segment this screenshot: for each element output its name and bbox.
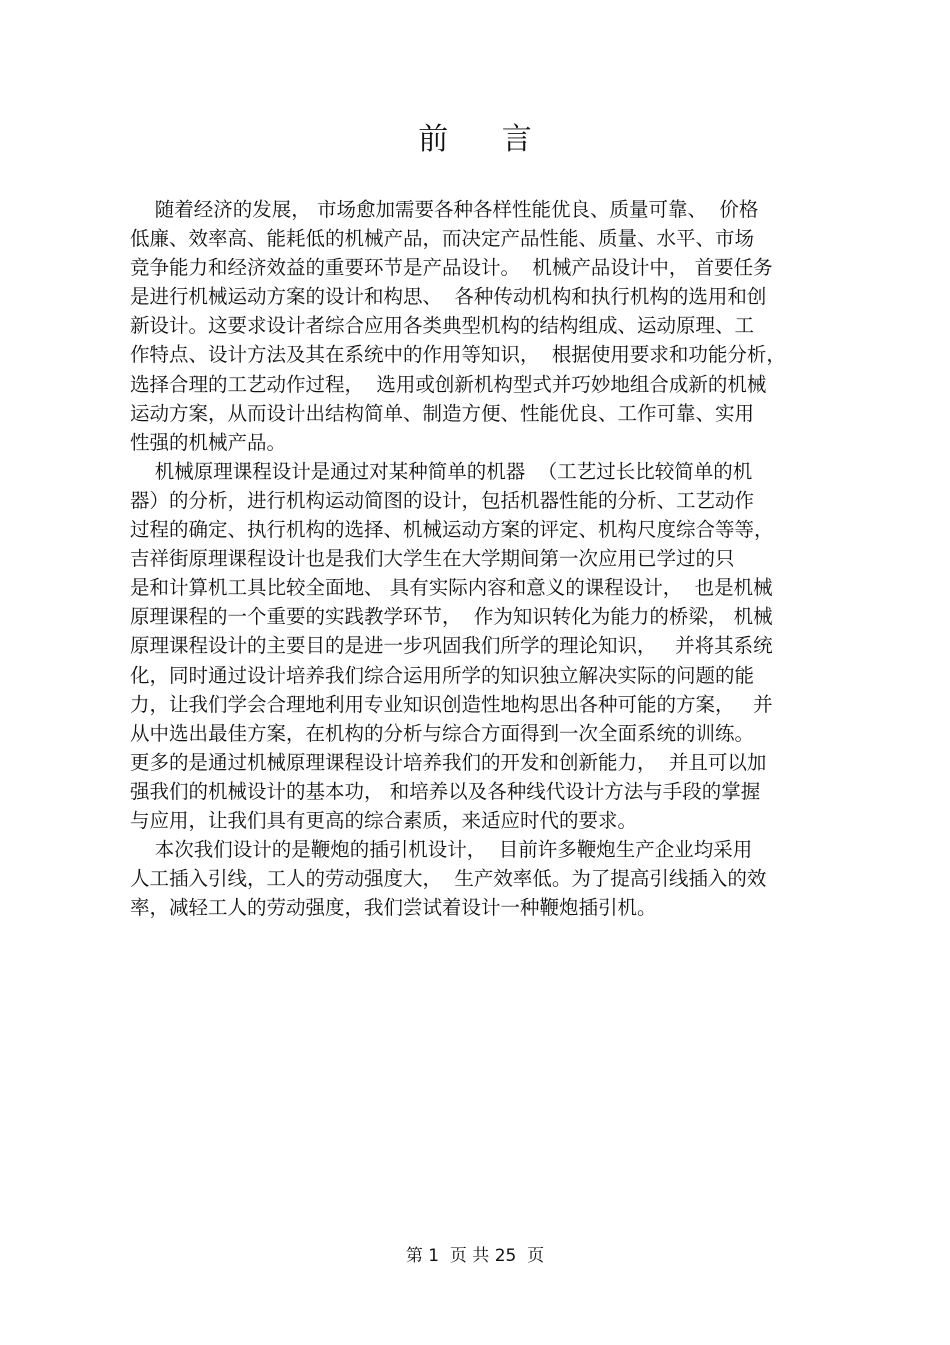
text-line: 原理课程的一个重要的实践教学环节， 作为知识转化为能力的桥梁， 机械 — [130, 605, 773, 629]
text-line: 更多的是通过机械原理课程设计培养我们的开发和创新能力， 并且可以加 — [130, 750, 767, 774]
text-line: 率，减轻工人的劳动强度，我们尝试着设计一种鞭炮插引机。 — [130, 896, 657, 920]
text-line: 选择合理的工艺动作过程， 选用或创新机构型式并巧妙地组合成新的机械 — [130, 372, 767, 396]
text-line: 从中选出最佳方案，在机构的分析与综合方面得到一次全面系统的训练。 — [130, 721, 755, 745]
body-text — [130, 195, 850, 922]
text-line: 与应用，让我们具有更高的综合素质，来适应时代的要求。 — [130, 808, 638, 832]
text-line: 是和计算机工具比较全面地、 具有实际内容和意义的课程设计， 也是机械 — [130, 576, 773, 600]
text-line: 器）的分析，进行机构运动简图的设计，包括机器性能的分析、工艺动作 — [130, 488, 755, 512]
text-line: 随着经济的发展， 市场愈加需要各种各样性能优良、质量可靠、 价格 — [130, 198, 759, 221]
page-title: 前 言 — [418, 122, 554, 157]
text-line: 新设计。这要求设计者综合应用各类典型机构的结构组成、运动原理、工 — [130, 314, 755, 338]
text-line: 吉祥街原理课程设计也是我们大学生在大学期间第一次应用已学过的只 — [130, 547, 735, 571]
page-footer: 第 1 页 共 25 页 — [405, 1246, 545, 1266]
text-line: 性强的机械产品。 — [130, 430, 287, 454]
text-line: 过程的确定、执行机构的选择、机械运动方案的评定、机构尺度综合等等， — [130, 518, 774, 542]
text-line: 本次我们设计的是鞭炮的插引机设计， 目前许多鞭炮生产企业均采用 — [130, 838, 753, 862]
text-line: 人工插入引线，工人的劳动强度大， 生产效率低。为了提高引线插入的效 — [130, 867, 767, 891]
text-line: 化，同时通过设计培养我们综合运用所学的知识独立解决实际的问题的能 — [130, 663, 755, 687]
text-line: 低廉、效率高、能耗低的机械产品，而决定产品性能、质量、水平、市场 — [130, 227, 755, 251]
text-line: 作特点、设计方法及其在系统中的作用等知识， 根据使用要求和功能分析， — [130, 343, 786, 367]
text-line: 机械原理课程设计是通过对某种简单的机器 （工艺过长比较简单的机 — [130, 459, 753, 483]
text-line: 运动方案，从而设计出结构简单、制造方便、性能优良、工作可靠、实用 — [130, 401, 755, 425]
text-line: 原理课程设计的主要目的是进一步巩固我们所学的理论知识， 并将其系统 — [130, 634, 773, 658]
text-line: 竞争能力和经济效益的重要环节是产品设计。 机械产品设计中， 首要任务 — [130, 256, 773, 280]
text-line: 强我们的机械设计的基本功， 和培养以及各种线代设计方法与手段的掌握 — [130, 779, 761, 803]
text-line: 是进行机械运动方案的设计和构思、 各种传动机构和执行机构的选用和创 — [130, 285, 767, 309]
text-line: 力，让我们学会合理地利用专业知识创造性地构思出各种可能的方案， 并 — [130, 692, 773, 716]
